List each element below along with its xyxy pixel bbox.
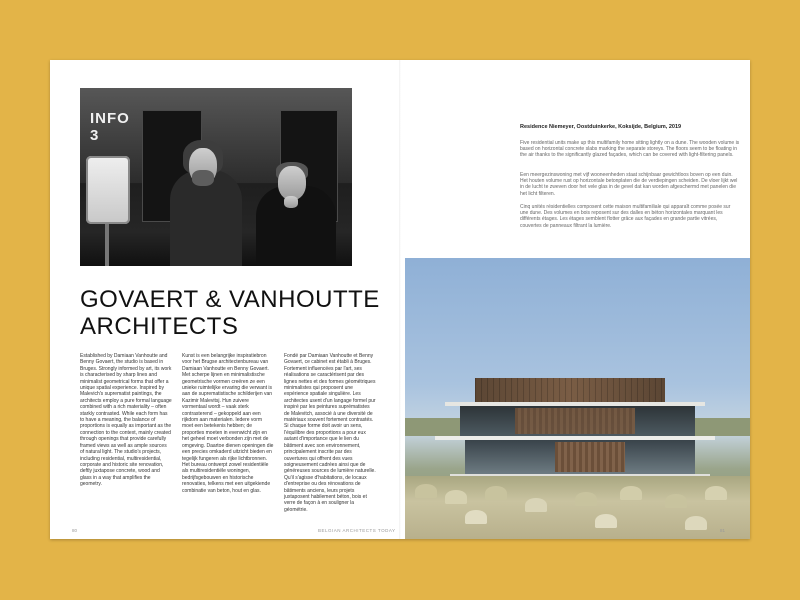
magazine-spread <box>50 60 750 539</box>
photo-sign-text: INFO 3 <box>90 110 130 144</box>
caption-dutch: Een meergezinswoning met vijf wooneenheden staat schijnbaar gewichtloos boven op een duin. Het houten volume rust op horizontale betonplaten die de verdiepingen scheiden. De vloer lijkt wel in de lucht te zweven door het vele glas in de gevel dat kan worden afgeschermd met panelen die het licht filteren. <box>520 172 738 197</box>
architects-portrait-photo <box>80 88 352 266</box>
caption-french: Cinq unités résidentielles composent cette maison multifamiliale qui apparaît comme posée sur une dune. Des volumes en bois reposent sur des dalles en béton horizontales marquant les différents étages. Les étages semblent flotter grâce aux façades en grande partie vitrées, couvertes de panneaux filtrant la lumière. <box>520 204 731 229</box>
article-title: GOVAERT & VANHOUTTE ARCHITECTS <box>80 286 380 340</box>
left-page <box>50 60 400 539</box>
residence-niemeyer-photo <box>405 258 750 539</box>
left-page-number: 80 <box>72 528 78 533</box>
body-column-dutch: Kunst is een belangrijke inspiratiebron voor het Brugse architectenbureau van Damiaan Vanhoutte en Benny Govaert. Met scherpe lijnen en minimalistische geometrische vormen creëren ze een unieke ruimtelijke ervaring die verwant is aan de suprematistische schilderijen van Kazimir Malevitsj. Hun zuivere vormentaal wordt – vaak sterk contrasterend – gekoppeld aan een rijkdom aan materialen. Iedere vorm moet een betekenis hebben; de proporties moeten in evenwicht zijn en het geheel moet verbonden zijn met de omgeving. Daartoe dienen openingen die een precies omkaderd uitzicht bieden en tegelijk fungeren als rijke lichtbronnen. Het bureau ontwerpt zowel residentiële als multiresidentiële woningen, bedrijfsgebouwen en historische renovaties, telkens met een uitgekiende combinatie van beton, hout en glas. <box>182 353 274 494</box>
body-column-french: Fondé par Damiaan Vanhoutte et Benny Govaert, ce cabinet est établi à Bruges. Fortement influencées par l'art, ses réalisations se caractérisent par des lignes nettes et des formes géométriques minimalistes qui proposent une expérience spatiale singulière. Les architectes usent d'un langage formel pur inspiré par les peintures suprématistes de Malevitch, associé à une diversité de matériaux souvent fortement contrastés. Si chaque forme doit avoir un sens, l'équilibre des proportions a pour eux autant d'importance que le lien du bâtiment avec son environnement, principalement inscrite par des ouvertures qui offrent des vues soigneusement cadrées ainsi que de généreuses sources de lumière naturelle. Qu'il s'agisse d'habitations, de locaux d'entreprise ou des rénovations de bâtiments anciens, leurs projets juxtaposent habilement béton, bois et verre de façon à en souligner la géométrie. <box>284 353 376 513</box>
caption-english: Five residential units make up this multifamily home sitting lightly on a dune. The wooden volume is based on horizontal concrete slabs marking the separate storeys. The floors seem to be floating in the air thanks to the significantly glazed façades, which can be covered with light-filtering panels. <box>520 140 740 159</box>
right-page-number: 81 <box>720 528 726 533</box>
body-column-english: Established by Damiaan Vanhoutte and Benny Govaert, the studio is based in Bruges. Strongly informed by art, its work is characterised by sharp lines and minimalist geometrical forms that offer a unique spatial experience. Inspired by Malevich's suprematist paintings, the architects employ a pure formal language combined with a rich materiality – often starkly contrasted. While each form has to have a meaning, the balance of proportions is equally as important as the connection to the context, mainly created through openings that provide carefully framed views as well as ample sources of natural light. The studio's projects, including residential, multiresidential, corporate and historic site renovation, deftly juxtapose concrete, wood and glass in a way that amplifies the geometry. <box>80 353 172 488</box>
project-caption-title: Residence Niemeyer, Oostduinkerke, Koksijde, Belgium, 2019 <box>520 124 682 130</box>
running-head: BELGIAN ARCHITECTS TODAY <box>318 528 396 533</box>
right-page <box>400 60 750 539</box>
